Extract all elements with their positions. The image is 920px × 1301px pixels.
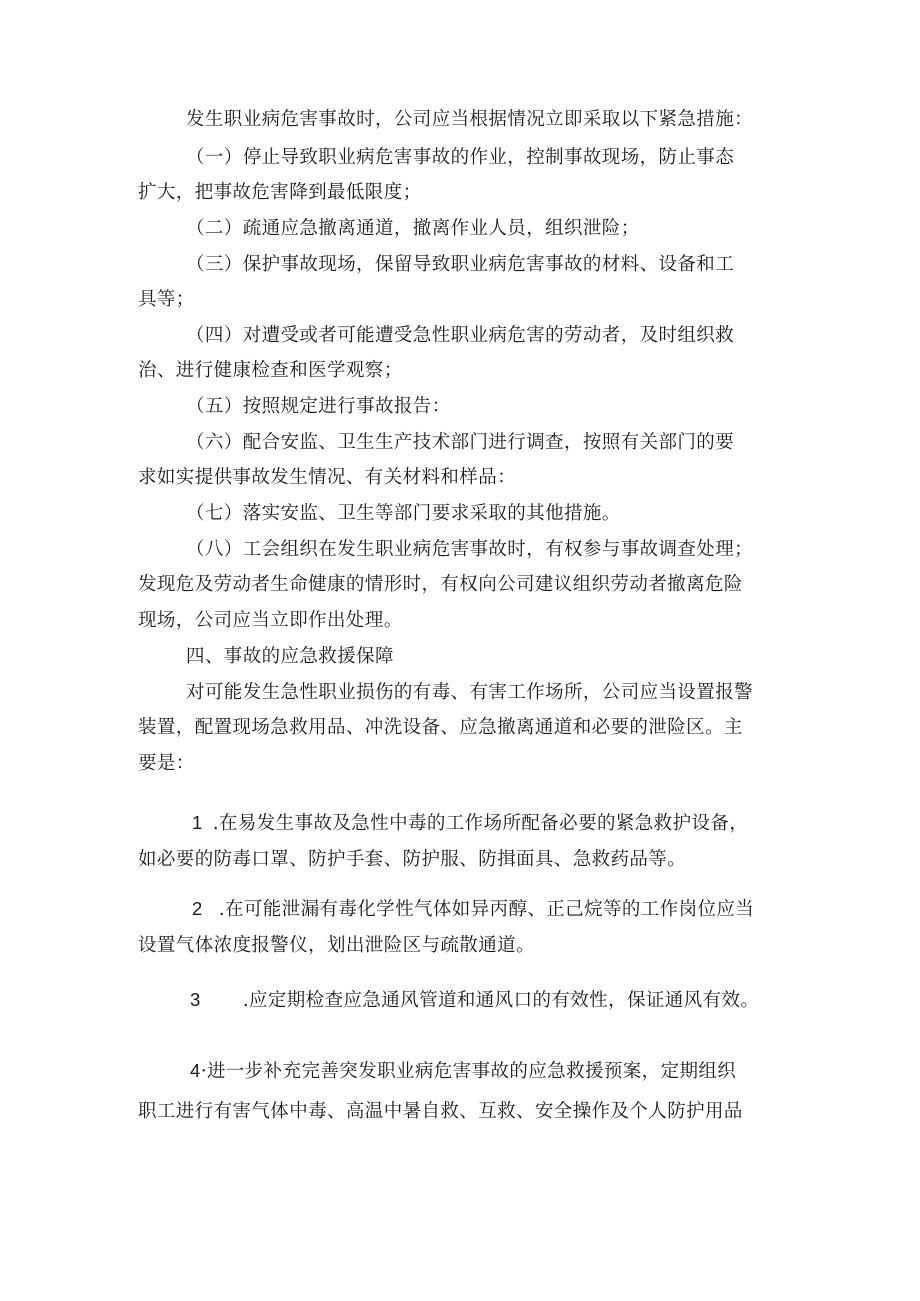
paragraph-line: （四）对遭受或者可能遭受急性职业病危害的劳动者，及时组织救 xyxy=(186,325,735,346)
list-item-text: ·进一步补充完善突发职业病危害事故的应急救援预案，定期组织 xyxy=(200,1061,737,1082)
section-heading: 四、事故的应急救援保障 xyxy=(186,646,394,667)
list-item-number: 3 xyxy=(190,989,201,1010)
list-item-number: 2 xyxy=(192,898,203,919)
list-item-text: .在可能泄漏有毒化学性气体如异丙醇、正己烷等的工作岗位应当 xyxy=(218,899,755,920)
paragraph-line: 要是： xyxy=(138,753,195,774)
paragraph-line: 求如实提供事故发生情况、有关材料和样品： xyxy=(138,467,517,488)
paragraph-line: （二）疏通应急撤离通道，撤离作业人员，组织泄险； xyxy=(186,218,640,239)
paragraph-line: （六）配合安监、卫生生产技术部门进行调查，按照有关部门的要 xyxy=(186,432,735,453)
list-item-line xyxy=(190,988,759,1013)
paragraph-line: （三）保护事故现场，保留导致职业病危害事故的材料、设备和工 xyxy=(186,254,735,275)
paragraph-line: 现场，公司应当立即作出处理。 xyxy=(138,610,403,631)
list-item-line: 职工进行有害气体中毒、高温中暑自救、互救、安全操作及个人防护用品 xyxy=(138,1101,743,1122)
paragraph-line: 发生职业病危害事故时，公司应当根据情况立即采取以下紧急措施： xyxy=(186,109,754,130)
paragraph-line: （五）按照规定进行事故报告： xyxy=(186,396,451,417)
paragraph-line: （八）工会组织在发生职业病危害事故时，有权参与事故调查处理； xyxy=(186,539,754,560)
list-item-text: .在易发生事故及急性中毒的工作场所配备必要的紧急救护设备， xyxy=(212,813,749,834)
paragraph-line: 装置，配置现场急救用品、冲洗设备、应急撤离通道和必要的泄险区。主 xyxy=(138,717,743,738)
list-item-line: 如必要的防毒口罩、防护手套、防护服、防揖面具、急救药品等。 xyxy=(138,849,687,870)
list-item-text: .应定期检查应急通风管道和通风口的有效性，保证通风有效。 xyxy=(242,990,760,1011)
paragraph-line: （一）停止导致职业病危害事故的作业，控制事故现场，防止事态 xyxy=(186,147,735,168)
paragraph-line: 发现危及劳动者生命健康的情形时，有权向公司建议组织劳动者撤离危险 xyxy=(138,574,743,595)
paragraph-line: （七）落实安监、卫生等部门要求采取的其他措施。 xyxy=(186,503,621,524)
list-item-line: 设置气体浓度报警仪，划出泄险区与疏散通道。 xyxy=(138,935,535,956)
list-item-line xyxy=(192,811,748,836)
list-item-number: 1 xyxy=(192,812,203,833)
list-item-number: 4 xyxy=(190,1060,201,1081)
paragraph-line: 扩大，把事故危害降到最低限度； xyxy=(138,182,422,203)
paragraph-line: 治、进行健康检查和医学观察； xyxy=(138,360,403,381)
list-item-line xyxy=(192,897,754,922)
list-item-line xyxy=(190,1059,736,1084)
paragraph-line: 具等； xyxy=(138,289,195,310)
paragraph-line: 对可能发生急性职业损伤的有毒、有害工作场所，公司应当设置报警 xyxy=(186,682,754,703)
